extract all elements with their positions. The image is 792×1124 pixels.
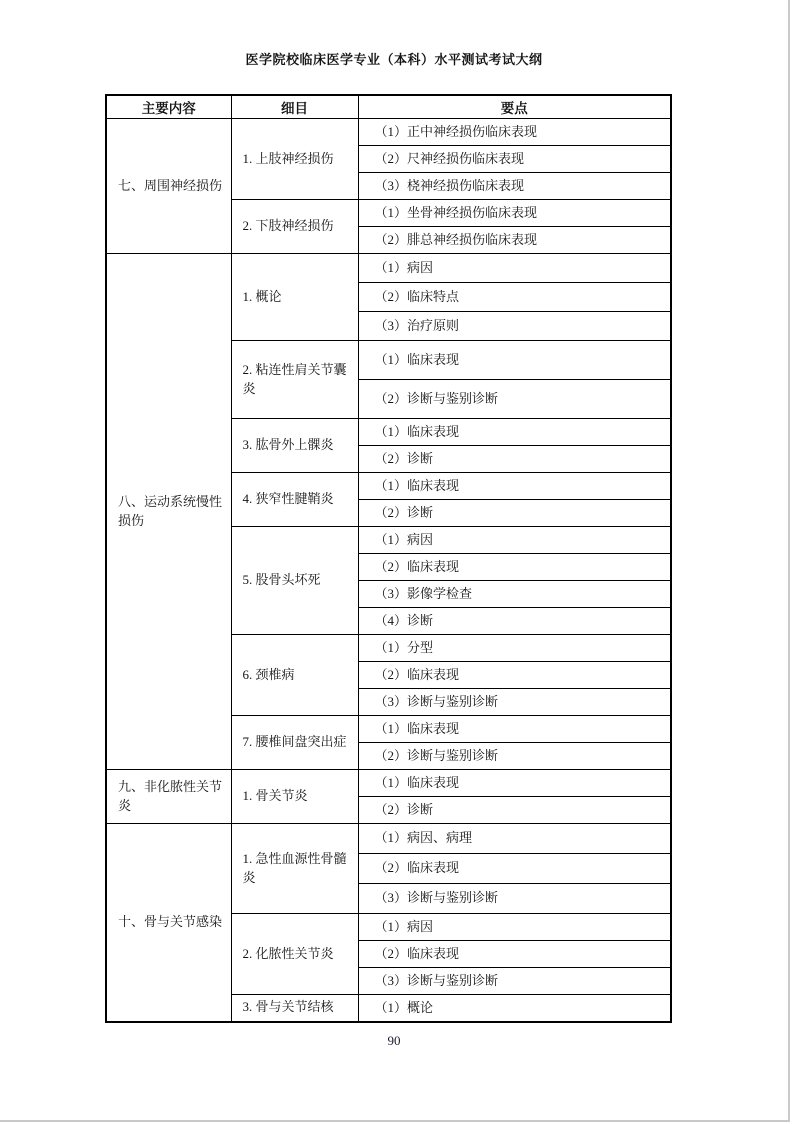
point-cell: （3）诊断与鉴别诊断 [358,968,671,995]
table-row [106,119,671,146]
detail-cell: 1. 上肢神经损伤 [231,119,358,200]
table-header-row [106,95,671,119]
table-row [106,254,671,283]
point-cell: （2）诊断 [358,797,671,824]
point-cell: （2）临床表现 [358,854,671,884]
point-cell: （2）临床特点 [358,283,671,312]
table-header [106,95,671,119]
point-cell: （1）病因 [358,527,671,554]
main-content-cell: 七、周围神经损伤 [106,119,231,254]
point-cell: （2）诊断 [358,500,671,527]
table-row [106,770,671,797]
main-content-cell: 八、运动系统慢性损伤 [106,254,231,770]
point-cell: （1）分型 [358,635,671,662]
point-cell: （1）临床表现 [358,770,671,797]
detail-cell: 1. 概论 [231,254,358,341]
main-content-cell: 九、非化脓性关节炎 [106,770,231,824]
point-cell: （2）诊断 [358,446,671,473]
main-content-cell: 十、骨与关节感染 [106,824,231,1022]
table-row [106,824,671,854]
point-cell: （2）尺神经损伤临床表现 [358,146,671,173]
point-cell: （1）临床表现 [358,716,671,743]
point-cell: （1）概论 [358,995,671,1022]
point-cell: （3）影像学检查 [358,581,671,608]
point-cell: （1）临床表现 [358,419,671,446]
point-cell: （2）临床表现 [358,941,671,968]
detail-cell: 1. 急性血源性骨髓炎 [231,824,358,914]
syllabus-table-body [106,119,671,1022]
point-cell: （2）腓总神经损伤临床表现 [358,227,671,254]
point-cell: （4）诊断 [358,608,671,635]
point-cell: （2）临床表现 [358,554,671,581]
point-cell: （1）病因、病理 [358,824,671,854]
point-cell: （1）正中神经损伤临床表现 [358,119,671,146]
point-cell: （2）诊断与鉴别诊断 [358,743,671,770]
page-number: 90 [387,1032,401,1048]
detail-cell: 3. 骨与关节结核 [231,995,358,1022]
detail-cell: 5. 股骨头坏死 [231,527,358,635]
column-header-main-content: 主要内容 [106,95,231,119]
detail-cell: 1. 骨关节炎 [231,770,358,824]
point-cell: （2）临床表现 [358,662,671,689]
point-cell: （2）诊断与鉴别诊断 [358,380,671,419]
column-header-key-points: 要点 [358,95,671,119]
point-cell: （3）治疗原则 [358,312,671,341]
point-cell: （1）病因 [358,914,671,941]
detail-cell: 2. 粘连性肩关节囊炎 [231,341,358,419]
detail-cell: 2. 下肢神经损伤 [231,200,358,254]
point-cell: （3）桡神经损伤临床表现 [358,173,671,200]
detail-cell: 2. 化脓性关节炎 [231,914,358,995]
detail-cell: 3. 肱骨外上髁炎 [231,419,358,473]
syllabus-table [105,94,672,1023]
detail-cell: 4. 狭窄性腱鞘炎 [231,473,358,527]
column-header-detail: 细目 [231,95,358,119]
point-cell: （3）诊断与鉴别诊断 [358,884,671,914]
detail-cell: 6. 颈椎病 [231,635,358,716]
detail-cell: 7. 腰椎间盘突出症 [231,716,358,770]
point-cell: （1）坐骨神经损伤临床表现 [358,200,671,227]
point-cell: （3）诊断与鉴别诊断 [358,689,671,716]
document-title: 医学院校临床医学专业（本科）水平测试考试大纲 [245,52,543,67]
point-cell: （1）病因 [358,254,671,283]
point-cell: （1）临床表现 [358,473,671,500]
point-cell: （1）临床表现 [358,341,671,380]
